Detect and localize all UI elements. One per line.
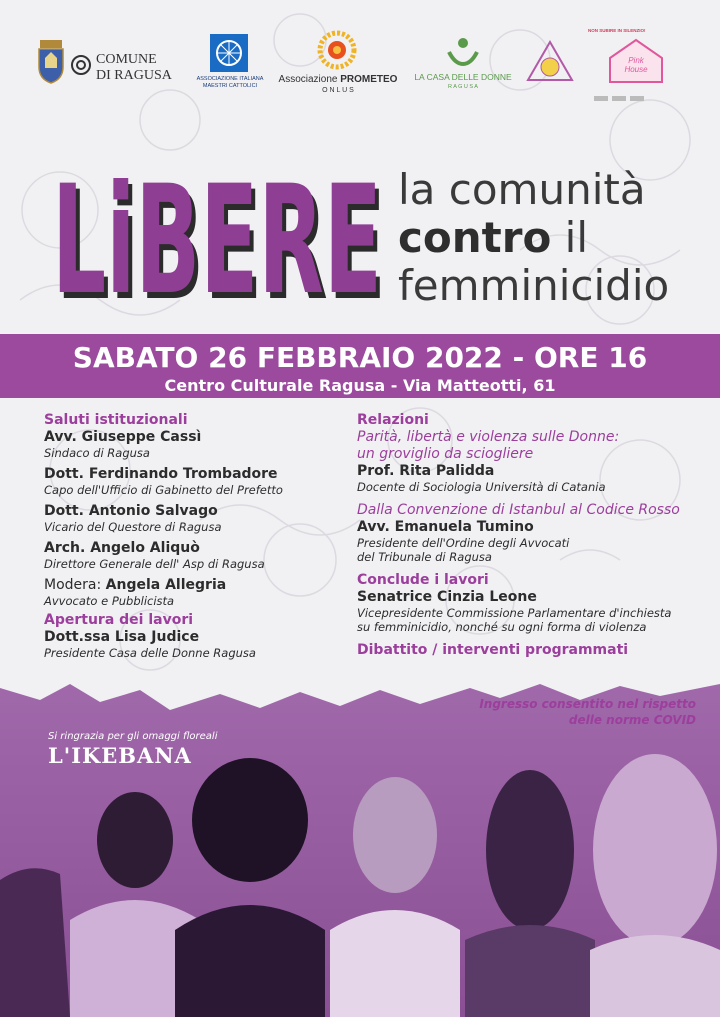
pink-house-logo (588, 28, 688, 100)
tagline-rest: il (551, 213, 588, 262)
prometeo-onlus: O N L U S (322, 87, 354, 94)
aimc-emblem-icon (210, 34, 248, 72)
speaker-role: Docente di Sociologia Università di Catania (357, 480, 606, 494)
speaker-name: Senatrice Cinzia Leone (357, 589, 537, 605)
speaker-name: Arch. Angelo Aliquò (44, 540, 200, 556)
program-right (357, 412, 707, 659)
triangle-logo-icon (526, 40, 574, 84)
aimc-name-2: MAESTRI CATTOLICI (202, 83, 258, 89)
casa-name-2: R A G U S A (448, 84, 478, 90)
casa-donne-logo (408, 34, 518, 96)
speaker-role: Presidente Casa delle Donne Ragusa (44, 646, 256, 660)
coat-of-arms-icon (36, 40, 66, 84)
section-relazioni: Relazioni (357, 412, 429, 428)
prometeo-name-1: Associazione (278, 74, 338, 85)
speaker-role: Vicepresidente Commissione Parlamentare d'inchiesta (357, 606, 672, 620)
speaker-name: Avv. Giuseppe Cassì (44, 429, 202, 445)
tagline-line-2 (398, 214, 588, 262)
speaker-name: Dott.ssa Lisa Judice (44, 629, 200, 645)
speaker-role: Capo dell'Ufficio di Gabinetto del Prefetto (44, 483, 283, 497)
speaker-role: Presidente dell'Ordine degli Avvocati (357, 536, 570, 550)
aimc-name-1: ASSOCIAZIONE ITALIANA (196, 76, 264, 82)
aimc-logo (190, 28, 270, 98)
speaker-name: Dott. Antonio Salvago (44, 503, 218, 519)
speaker-name: Avv. Emanuela Tumino (357, 519, 534, 535)
moderator-name: Angela Allegria (105, 577, 227, 593)
talk-title: Dalla Convenzione di Istanbul al Codice Rosso (357, 502, 680, 518)
speaker-role: su femminicidio, nonché su ogni forma di violenza (357, 620, 647, 634)
libere-title-shadow: LiBERE (56, 160, 386, 320)
sun-icon (317, 30, 357, 70)
comune-emblem-icon (70, 54, 92, 76)
moderator-role: Avvocato e Pubblicista (44, 594, 175, 608)
wfp-logo (526, 40, 576, 90)
prometeo-name (276, 74, 400, 85)
libere-title-text: LiBERE (52, 154, 382, 320)
sponsor-name: L'IKEBANA (48, 743, 192, 768)
section-apertura: Apertura dei lavori (44, 612, 194, 628)
speaker-role: Vicario del Questore di Ragusa (44, 520, 222, 534)
event-date: SABATO 26 FEBBRAIO 2022 - ORE 16 (72, 341, 648, 374)
covid-line-2: delle norme COVID (568, 713, 696, 727)
tagline-line-3: femminicidio (398, 261, 670, 310)
section-saluti: Saluti istituzionali (44, 412, 188, 428)
pink-house-name: Pink House (624, 56, 648, 74)
speaker-name: Prof. Rita Palidda (357, 463, 495, 479)
moderator-label: Modera: (44, 577, 106, 593)
pink-house-tagline: NON SUBIRE IN SILENZIO! (588, 28, 646, 33)
comune-name-2: DI RAGUSA (96, 68, 172, 83)
libere-title (38, 150, 398, 320)
covid-line-1: Ingresso consentito nel rispetto (479, 697, 696, 711)
talk-title: Parità, libertà e violenza sulle Donne: (357, 429, 620, 445)
comune-name-1: COMUNE (96, 52, 157, 67)
speaker-role: Direttore Generale dell' Asp di Ragusa (44, 557, 265, 571)
comune-logo (36, 40, 176, 90)
logos-row (0, 28, 720, 108)
moderator-line (44, 577, 344, 594)
program-left (44, 412, 344, 660)
section-dibattito: Dibattito / interventi programmati (357, 642, 629, 658)
event-location: Centro Culturale Ragusa - Via Matteotti, 61 (164, 376, 556, 395)
prometeo-logo (276, 30, 400, 100)
hands-icon (445, 34, 481, 66)
prometeo-name-2: PROMETEO (340, 74, 398, 85)
speaker-role: del Tribunale di Ragusa (357, 550, 492, 564)
covid-notice (479, 696, 696, 728)
thanks-note: Si ringrazia per gli omaggi floreali (48, 731, 218, 742)
section-conclude: Conclude i lavori (357, 572, 489, 588)
talk-title: un groviglio da sciogliere (357, 446, 534, 462)
tagline-bold: contro (398, 213, 552, 262)
casa-name-1: LA CASA DELLE DONNE (414, 72, 512, 82)
tagline-line-1: la comunità (398, 165, 646, 214)
speaker-name: Dott. Ferdinando Trombadore (44, 466, 278, 482)
pink-house-details (594, 88, 684, 96)
speaker-role: Sindaco di Ragusa (44, 446, 150, 460)
